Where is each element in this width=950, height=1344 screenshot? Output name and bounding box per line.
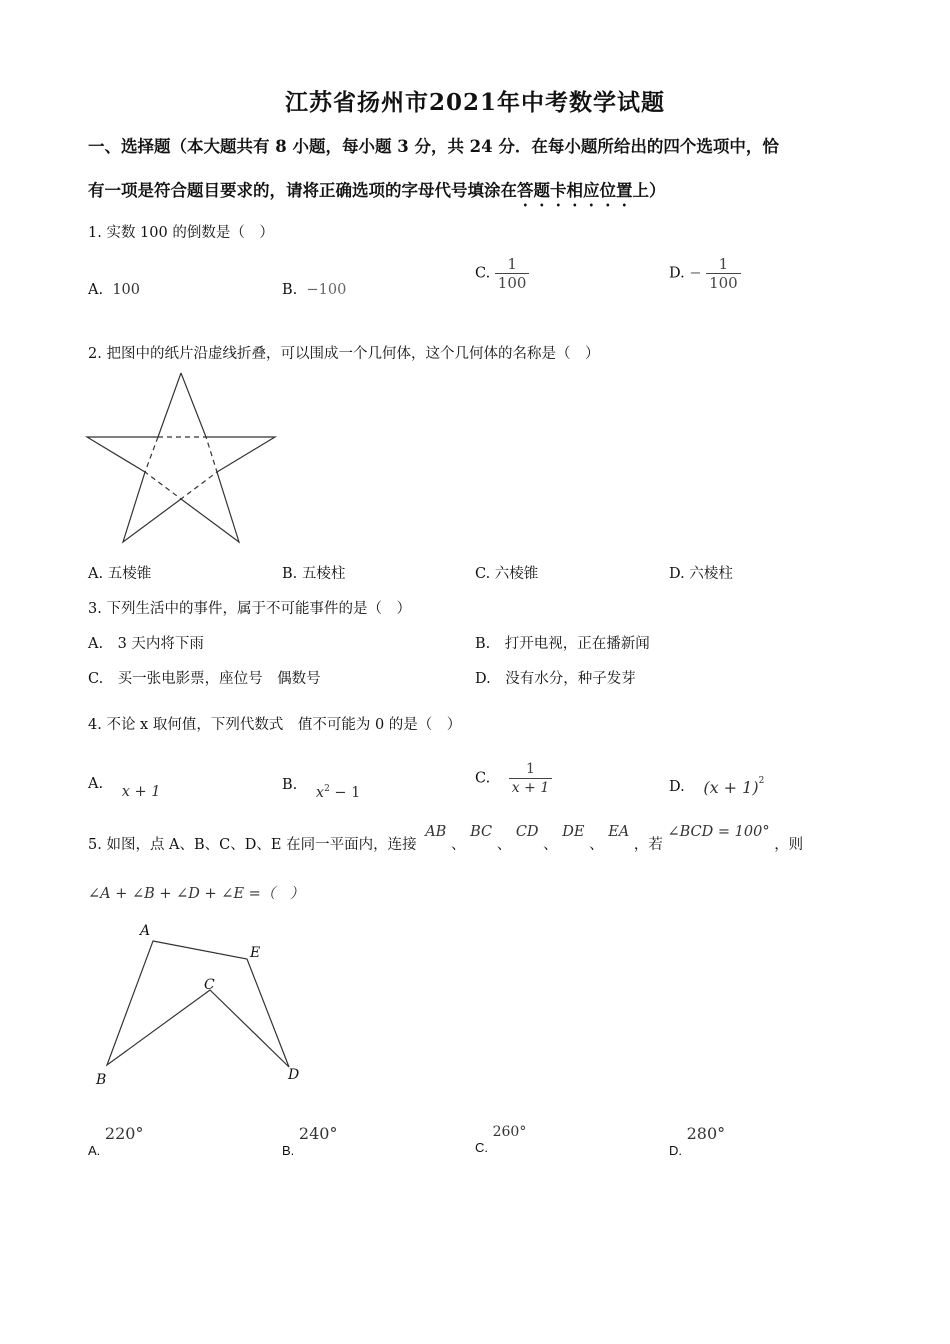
label-a: A	[140, 923, 151, 939]
q4-option-b	[282, 776, 361, 801]
section-instructions-line1: 一、选择题（本大题共有 8 小题，每小题 3 分，共 24 分．在每小题所给出的四个选项中，恰	[88, 137, 779, 156]
q5-option-b	[282, 1124, 338, 1158]
instructions-text: 有一项是符合题目要求的，请将正确选项的字母代号填涂在	[88, 181, 517, 200]
label-d: D	[288, 1067, 300, 1083]
q2-option-b: B. 五棱柱	[282, 566, 346, 582]
option-label: A.	[88, 776, 104, 792]
option-value: 100	[112, 282, 140, 298]
q5-option-a	[88, 1124, 144, 1158]
option-value: 240°	[298, 1124, 338, 1143]
q5-stem-line2: ∠A + ∠B + ∠D + ∠E =（ ）	[88, 886, 305, 902]
label-b: B	[96, 1072, 107, 1088]
instructions-emphasis: 答题卡相应位置	[517, 181, 633, 200]
segment-cd: CD	[515, 824, 539, 840]
option-label: B.	[282, 776, 298, 793]
stem-text: 5. 如图，点 A、B、C、D、E 在同一平面内，连接	[88, 837, 417, 853]
denominator: 100	[495, 273, 530, 292]
option-label: D.	[669, 265, 685, 282]
q1-option-c	[475, 255, 529, 292]
fraction	[509, 760, 552, 797]
segment-bc: BC	[470, 824, 493, 840]
base: (x + 1)	[703, 778, 759, 797]
option-value: 220°	[104, 1124, 144, 1143]
q4-option-a	[88, 776, 161, 800]
option-label: B.	[282, 282, 298, 298]
exponent: 2	[758, 776, 765, 787]
label-e: E	[250, 945, 261, 961]
option-label: D.	[669, 1143, 682, 1158]
stem-text: ，则	[774, 837, 804, 853]
denominator: x + 1	[509, 778, 552, 797]
instructions-end: 上）	[632, 181, 666, 200]
q5-option-c	[475, 1124, 527, 1155]
segment-de: DE	[562, 824, 585, 840]
minus-sign: −	[689, 265, 702, 282]
option-value: −100	[306, 282, 347, 298]
q1-option-b	[282, 282, 346, 298]
q1-stem: 1. 实数 100 的倒数是（ ）	[88, 225, 274, 241]
segment-ab: AB	[425, 824, 447, 840]
numerator: 1	[526, 761, 535, 777]
option-label: D.	[669, 779, 685, 795]
section-instructions-line2	[88, 177, 666, 210]
q4-option-d	[669, 776, 765, 797]
star-outline	[87, 373, 275, 542]
q2-option-c: C. 六棱锥	[475, 566, 539, 582]
q2-option-d: D. 六棱柱	[669, 566, 733, 582]
option-label: C.	[475, 265, 491, 282]
numerator: 1	[507, 255, 517, 273]
option-value: 280°	[686, 1124, 726, 1143]
q3-option-a: A. 3 天内将下雨	[88, 636, 204, 652]
exponent: 2	[324, 784, 330, 794]
pentagon-figure	[90, 915, 320, 1095]
numerator: 1	[718, 255, 729, 273]
label-c: C	[204, 977, 215, 993]
q5-stem-line1	[88, 824, 804, 854]
option-label: A.	[88, 1143, 101, 1158]
star-net-figure	[80, 368, 285, 548]
page-title: 江苏省扬州市2021年中考数学试题	[284, 89, 665, 116]
fraction	[495, 255, 530, 292]
q1-option-d	[669, 255, 741, 292]
option-value: x + 1	[121, 784, 161, 800]
option-value: 260°	[492, 1124, 527, 1140]
q1-option-a	[88, 282, 140, 298]
angle-condition: ∠BCD = 100°	[667, 824, 770, 840]
separator: 、	[589, 837, 604, 853]
base: x	[315, 784, 325, 801]
rest: − 1	[329, 784, 361, 801]
separator: ，若	[633, 837, 663, 853]
q4-stem: 4. 不论 x 取何值，下列代数式 值不可能为 0 的是（ ）	[88, 717, 462, 733]
separator: 、	[450, 837, 466, 853]
q3-option-b: B. 打开电视，正在播新闻	[475, 636, 650, 652]
option-label: A.	[88, 282, 104, 298]
q4-option-c	[475, 760, 552, 797]
option-label: B.	[282, 1143, 295, 1158]
q3-stem: 3. 下列生活中的事件，属于不可能事件的是（ ）	[88, 601, 411, 617]
fold-lines-dashed	[145, 437, 217, 499]
figure-polyline	[107, 941, 289, 1067]
separator: 、	[543, 837, 558, 853]
option-label: C.	[475, 1140, 488, 1155]
separator: 、	[496, 837, 512, 853]
segment-ea: EA	[608, 824, 630, 840]
denominator: 100	[706, 273, 741, 292]
option-value	[316, 785, 361, 801]
option-value	[703, 776, 765, 797]
option-label: C.	[475, 770, 491, 787]
q3-option-d: D. 没有水分，种子发芽	[475, 671, 636, 687]
q3-option-c: C. 买一张电影票，座位号 偶数号	[88, 671, 321, 687]
q5-option-d	[669, 1124, 726, 1158]
q2-option-a: A. 五棱锥	[88, 566, 152, 582]
fraction	[706, 255, 741, 292]
q2-stem: 2. 把图中的纸片沿虚线折叠，可以围成一个几何体，这个几何体的名称是（ ）	[88, 346, 600, 362]
